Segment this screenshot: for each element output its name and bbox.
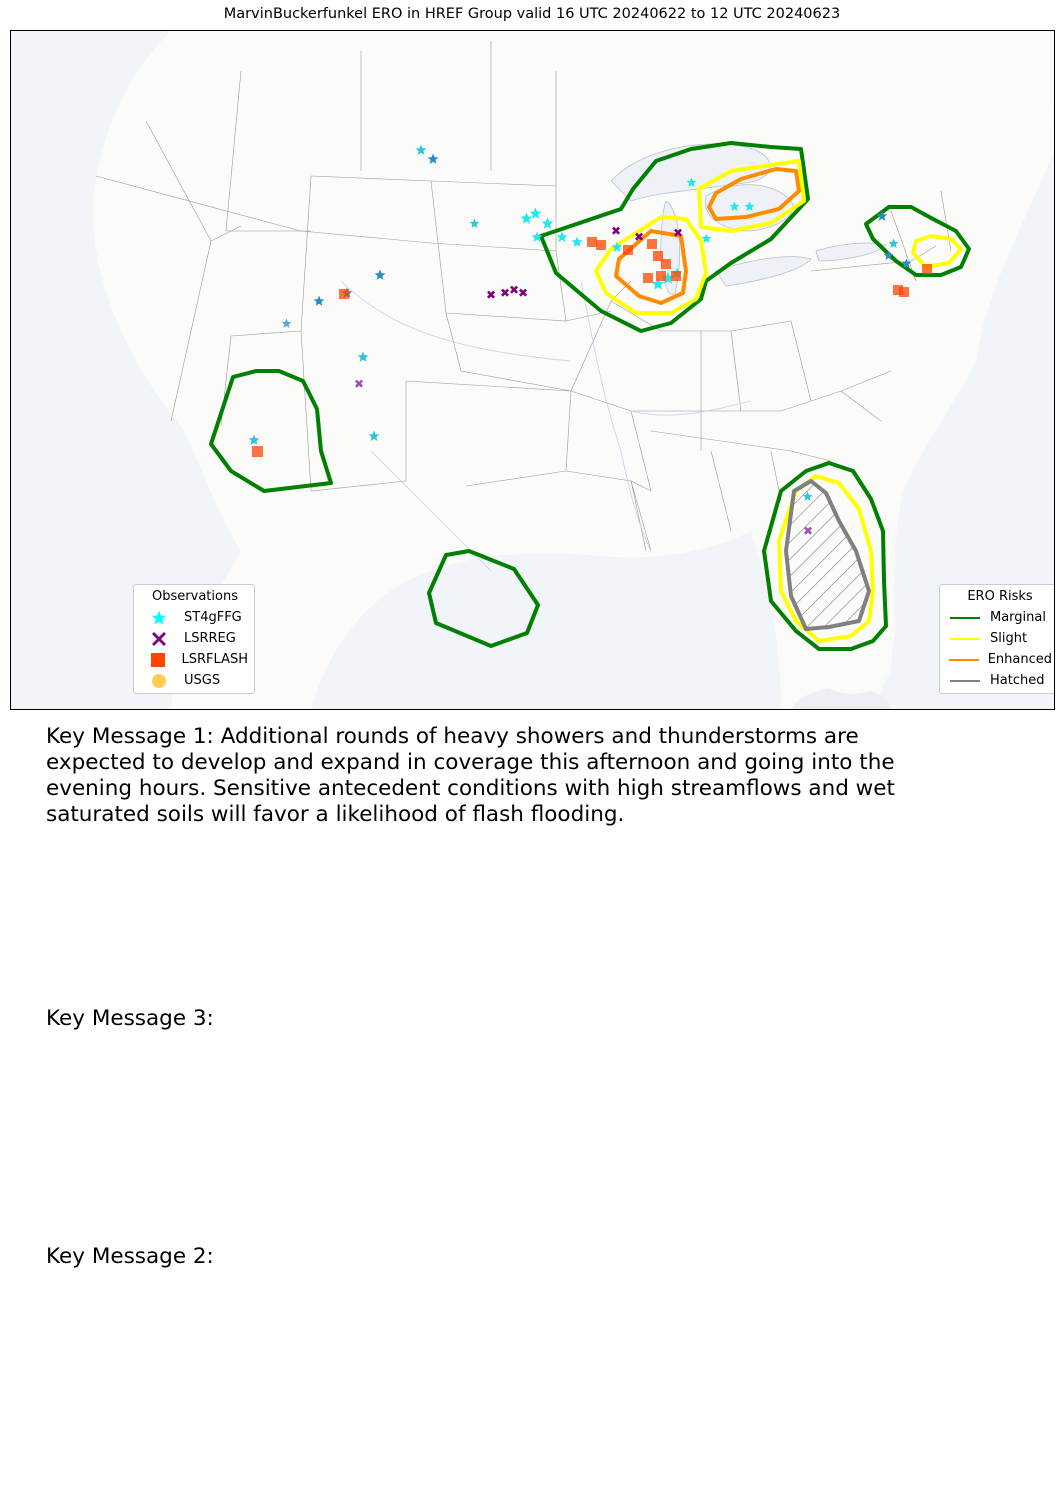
svg-text:✖: ✖ [485, 288, 497, 302]
legend-item-st4gffg [142, 607, 248, 628]
line-swatch-icon [948, 659, 980, 661]
svg-text:✖: ✖ [802, 524, 814, 538]
line-swatch-icon [948, 617, 982, 619]
legend-item-slight [948, 628, 1052, 649]
legend-label: ST4gFFG [184, 610, 242, 625]
square-icon [142, 652, 174, 668]
key-message-1: Key Message 1: Additional rounds of heavy showers and thunderstorms are expected to develop and expand in coverage this afternoon and going into the evening hours. Sensitive antecedent conditions with high streamflows and wet saturated soils will favor a likelihood of flash flooding. [46, 724, 895, 827]
key-message-2: Key Message 2: [46, 1244, 214, 1269]
legend-label: Hatched [990, 673, 1045, 688]
key-message-3: Key Message 3: [46, 1006, 214, 1031]
legend-label: Marginal [990, 610, 1046, 625]
legend-item-enhanced [948, 649, 1052, 670]
legend-item-marginal [948, 607, 1052, 628]
legend-label: USGS [184, 673, 221, 688]
circle-icon [142, 673, 176, 689]
x-icon [142, 631, 176, 647]
svg-text:✖: ✖ [499, 286, 511, 300]
legend-item-lsrreg [142, 628, 248, 649]
legend-label: LSRREG [184, 631, 236, 646]
svg-text:✖: ✖ [633, 230, 645, 244]
ero-risks-legend [939, 584, 1055, 694]
legend-item-lsrflash [142, 649, 248, 670]
legend-label: Enhanced [987, 652, 1052, 667]
legend-item-usgs [142, 670, 248, 691]
ero-map[interactable] [10, 30, 1055, 710]
observations-legend-title: Observations [152, 589, 238, 604]
svg-text:✖: ✖ [508, 283, 520, 297]
observations-legend [133, 584, 255, 694]
svg-text:✖: ✖ [353, 377, 365, 391]
star-icon [142, 610, 176, 626]
ero-legend-title: ERO Risks [967, 589, 1033, 604]
line-swatch-icon [948, 680, 982, 682]
svg-text:✖: ✖ [672, 226, 684, 240]
svg-text:✖: ✖ [610, 224, 622, 238]
svg-text:✖: ✖ [517, 286, 529, 300]
legend-label: Slight [990, 631, 1028, 646]
legend-label: LSRFLASH [181, 652, 248, 667]
line-swatch-icon [948, 638, 982, 640]
map-title: MarvinBuckerfunkel ERO in HREF Group valid 16 UTC 20240622 to 12 UTC 20240623 [223, 6, 841, 22]
legend-item-hatched [948, 670, 1052, 691]
